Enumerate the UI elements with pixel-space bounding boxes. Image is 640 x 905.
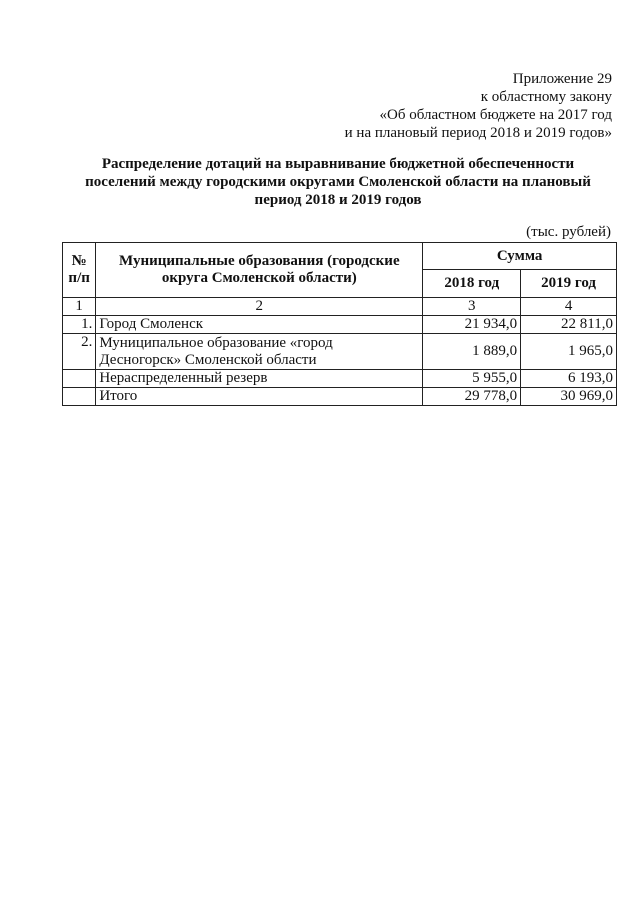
appendix-line: к областному закону bbox=[480, 89, 612, 105]
document-title bbox=[60, 155, 616, 209]
table-row bbox=[63, 370, 617, 388]
row-name-line: Нераспределенный резерв bbox=[99, 370, 268, 386]
appendix-line: Приложение 29 bbox=[512, 71, 612, 87]
table-row bbox=[63, 316, 617, 334]
header-2019: 2019 год bbox=[521, 270, 617, 298]
units-label: (тыс. рублей) bbox=[526, 224, 611, 240]
title-line: Распределение дотаций на выравнивание бюджетной обеспеченности bbox=[101, 156, 575, 172]
table-row-total bbox=[63, 388, 617, 406]
column-number-row bbox=[63, 298, 617, 316]
row-value-2019: 30 969,0 bbox=[521, 388, 617, 406]
row-number bbox=[63, 370, 96, 388]
row-value-2018: 5 955,0 bbox=[423, 370, 521, 388]
title-line: поселений между городскими округами Смоленской области на плановый bbox=[85, 174, 591, 190]
row-name-line: Город Смоленск bbox=[99, 316, 204, 332]
column-number: 2 bbox=[96, 298, 423, 316]
row-number bbox=[63, 388, 96, 406]
row-value-2018: 1 889,0 bbox=[423, 334, 521, 370]
row-value-2019: 22 811,0 bbox=[521, 316, 617, 334]
row-name bbox=[96, 316, 423, 334]
row-value-2018: 29 778,0 bbox=[423, 388, 521, 406]
row-name-line: Итого bbox=[99, 388, 138, 404]
title-line: период 2018 и 2019 годов bbox=[254, 192, 422, 208]
appendix-block bbox=[345, 70, 612, 142]
column-number: 3 bbox=[423, 298, 521, 316]
column-number: 4 bbox=[521, 298, 617, 316]
row-value-2019: 6 193,0 bbox=[521, 370, 617, 388]
row-name-line: Муниципальное образование «город bbox=[99, 334, 333, 351]
row-number: 2. bbox=[63, 334, 96, 370]
column-number: 1 bbox=[63, 298, 96, 316]
subsidy-table bbox=[62, 242, 617, 406]
row-name bbox=[96, 370, 423, 388]
table-row bbox=[63, 334, 617, 370]
appendix-line: «Об областном бюджете на 2017 год bbox=[379, 107, 612, 123]
row-name bbox=[96, 334, 423, 370]
header-2018: 2018 год bbox=[423, 270, 521, 298]
row-name bbox=[96, 388, 423, 406]
header-sum: Сумма bbox=[423, 243, 617, 270]
row-value-2018: 21 934,0 bbox=[423, 316, 521, 334]
header-number: № п/п bbox=[63, 243, 96, 298]
row-value-2019: 1 965,0 bbox=[521, 334, 617, 370]
header-municipality: Муниципальные образования (городские округа Смоленской области) bbox=[96, 243, 423, 298]
row-name-line: Десногорск» Смоленской области bbox=[99, 351, 317, 368]
appendix-line: и на плановый период 2018 и 2019 годов» bbox=[344, 125, 612, 141]
row-number: 1. bbox=[63, 316, 96, 334]
